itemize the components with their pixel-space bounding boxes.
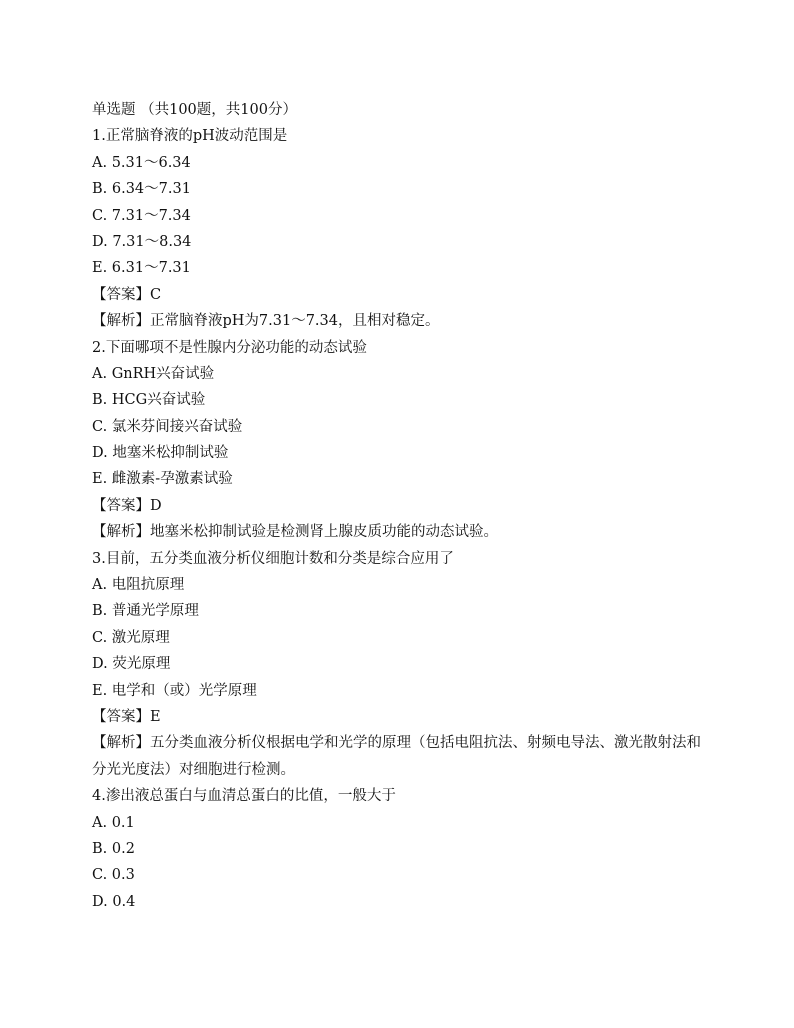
- answer-line: [92, 493, 712, 519]
- option-a: A. 电阻抗原理: [92, 577, 185, 594]
- question-stem: 4.渗出液总蛋白与血清总蛋白的比值，一般大于: [92, 788, 396, 805]
- option-b: B. 普通光学原理: [92, 603, 199, 620]
- analysis-label: 【解析】: [92, 524, 150, 541]
- option-a: A. 0.1: [92, 814, 135, 831]
- option-e: E. 雌激素-孕激素试验: [92, 471, 233, 488]
- answer-label: 【答案】: [92, 497, 150, 514]
- option-a: A. 5.31～6.34: [92, 154, 191, 171]
- section-title: 单选题 （共100题，共100分）: [92, 102, 297, 118]
- question-4: [92, 783, 712, 915]
- answer-value: E: [150, 708, 161, 725]
- option-d: D. 0.4: [92, 893, 136, 910]
- option-e: E. 电学和（或）光学原理: [92, 682, 257, 699]
- option-c: C. 0.3: [92, 867, 135, 884]
- answer-line: [92, 704, 712, 730]
- analysis-line: [92, 308, 712, 334]
- question-3: [92, 546, 712, 784]
- option-c: C. 7.31～7.34: [92, 207, 191, 224]
- analysis-text: 正常脑脊液pH为7.31～7.34，且相对稳定。: [150, 313, 440, 330]
- option-e: E. 6.31～7.31: [92, 260, 191, 277]
- answer-line: [92, 282, 712, 308]
- option-d: D. 荧光原理: [92, 656, 171, 673]
- analysis-text: 地塞米松抑制试验是检测肾上腺皮质功能的动态试验。: [150, 524, 498, 541]
- answer-label: 【答案】: [92, 708, 150, 725]
- option-b: B. HCG兴奋试验: [92, 392, 206, 409]
- option-d: D. 7.31～8.34: [92, 233, 192, 250]
- question-2: [92, 335, 712, 546]
- question-list: [92, 97, 712, 915]
- option-b: B. 6.34～7.31: [92, 181, 191, 198]
- option-b: B. 0.2: [92, 840, 135, 857]
- question-stem: 3.目前，五分类血液分析仪细胞计数和分类是综合应用了: [92, 550, 454, 567]
- option-a: A. GnRH兴奋试验: [92, 365, 215, 382]
- answer-value: D: [150, 497, 162, 514]
- analysis-label: 【解析】: [92, 735, 150, 752]
- question-stem: 2.下面哪项不是性腺内分泌功能的动态试验: [92, 339, 367, 356]
- analysis-text: 五分类血液分析仪根据电学和光学的原理（包括电阻抗法、射频电导法、激光散射法和分光光度法）对细胞进行检测。: [92, 735, 701, 778]
- option-c: C. 激光原理: [92, 629, 170, 646]
- option-d: D. 地塞米松抑制试验: [92, 445, 229, 462]
- answer-label: 【答案】: [92, 286, 150, 303]
- analysis-line: [92, 519, 712, 545]
- question-1: [92, 123, 712, 334]
- analysis-label: 【解析】: [92, 313, 150, 330]
- question-stem: 1.正常脑脊液的pH波动范围是: [92, 128, 288, 145]
- option-c: C. 氯米芬间接兴奋试验: [92, 418, 243, 435]
- analysis-line: [92, 730, 712, 783]
- answer-value: C: [150, 286, 162, 303]
